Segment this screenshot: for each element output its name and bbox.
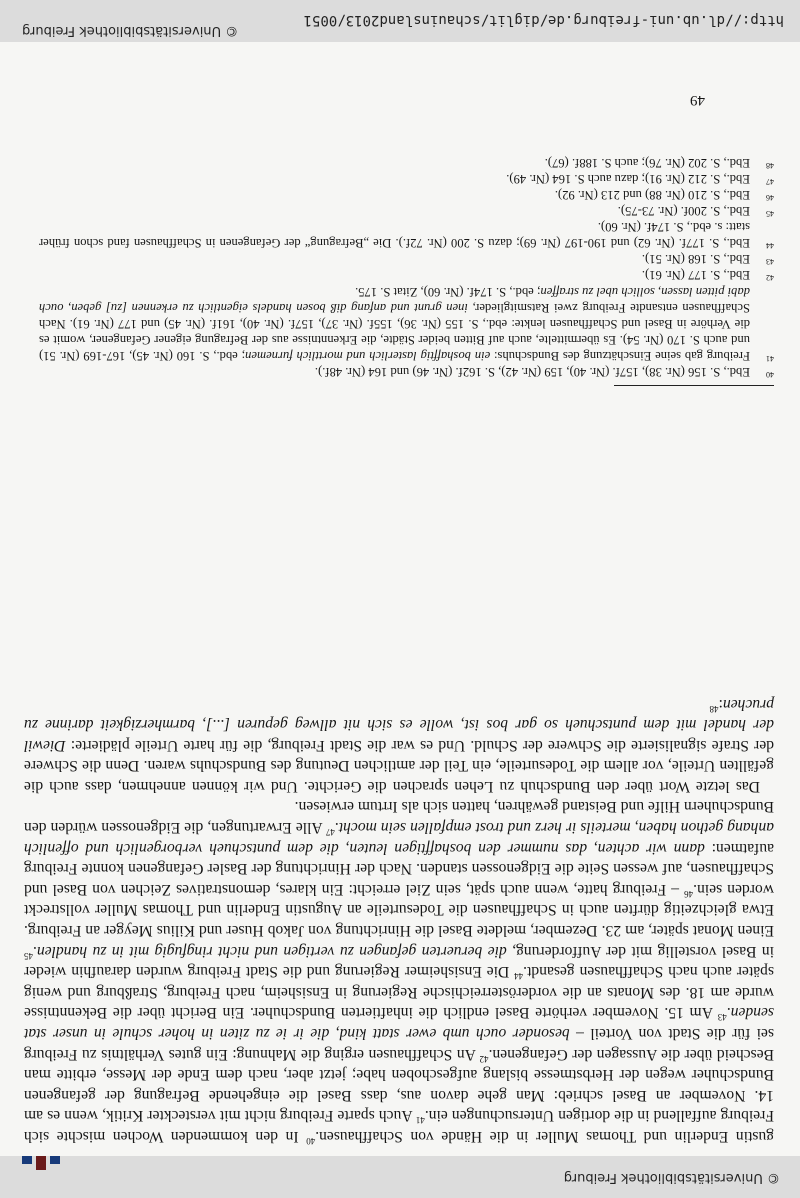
main-text — [24, 693, 774, 1146]
footnote-40 — [39, 364, 774, 380]
footnote-number: 48 — [766, 160, 774, 170]
footnote-number: 45 — [766, 209, 774, 219]
footnotes — [39, 155, 774, 380]
text-run: – Freiburg hatte, wenn auch spät, sein Ziel erreicht: Ein klares, demonstratives Zeichen von Basel und Schaffhausen, auf wessen Seite die Eidgenossen standen. Nach der Hinrichtung der Basler Gefangenen konnte Freiburg aufatmen: — [24, 839, 774, 898]
page-number-text: 49 — [690, 92, 705, 108]
footnote-text: Ebd., S. 202 (Nr. 76); auch S. 188f. (67). — [544, 155, 750, 170]
text-run: : — [718, 695, 723, 713]
footnote-ref[interactable]: 47 — [325, 827, 335, 838]
text-run: Am 15. November verhörte Basel endlich die inhaftierten Bundschuher. Ein Bericht über die Bekenntnisse wurde am 18. des Monats an die vorderösterreichische Regierung in Ensisheim, nach Freiburg, Straßburg und wenig später auch nach Schaffhausen gesandt. — [24, 963, 774, 1022]
text-run: Auch sparte Freiburg nicht mit versteckter Kritik, wenn es am 14. November an Basel schrieb: Man gehe davon aus, dass Basel die eingehende Befragung der gefangenen Bundschuher wegen der Herbstmesse bislang aufgeschoben habe; jetzt aber, nach dem Ende der Messe, erbitte man Bescheid über die Aussagen der Gefangenen. — [23, 1045, 774, 1125]
footnote-ref[interactable]: 48 — [709, 703, 719, 714]
footnote-text: Ebd., S. 156 (Nr. 38), 157f. (Nr. 40), 159 (Nr. 42), S. 162f. (Nr. 46) und 164 (Nr. 48f.). — [314, 365, 750, 379]
footnote-ref[interactable]: 42 — [479, 1053, 489, 1064]
source-url-link[interactable]: http://dl.ub.uni-freiburg.de/diglit/schauinsland2013/0051 — [303, 12, 784, 28]
footnote-47 — [39, 171, 774, 187]
text-run: Alle Erwartungen, die Eidgenossen würden den Bundschuhern Hilfe und Beistand gewähren, hatten sich als Irrtum erwiesen. — [24, 798, 774, 837]
text-run: . — [726, 1004, 731, 1022]
footnote-italic: ein boshafftig lasterlich und morttlich furnemen — [245, 348, 491, 363]
text-run: . — [32, 942, 37, 960]
footnote-ref[interactable]: 45 — [23, 950, 33, 961]
italic-quote: besonder ouch umb ewer statt kind, die ir ie zu ziten in hoher schule in unser stat senden — [23, 1004, 774, 1043]
text-run: Einen Monat später, am 23. Dezember, meldete Basel die Hinrichtung von Jakob Huser und Kilius Meyger an Freiburg. Etwa gleichzeitig dürften auch in Schaffhausen die Todesurteile an Augustin Enderlin und Thomas Muller vollstreckt worden sein. — [24, 880, 774, 940]
footnote-44 — [39, 219, 774, 251]
footnote-text: Freiburg gab seine Einschätzung des Bundschuhs: — [490, 348, 750, 363]
paragraph — [24, 693, 774, 796]
text-run: Die Ensisheimer Regierung und die Stadt Freiburg wurden daraufhin wieder in Basel vorstellig mit der Aufforderung, — [23, 942, 774, 981]
footnote-number: 46 — [766, 192, 774, 202]
footnote-number: 41 — [766, 353, 774, 363]
copyright-holder: © Universitätsbibliothek Freiburg — [563, 1170, 780, 1185]
text-run: . — [334, 819, 339, 837]
footnote-ref[interactable]: 41 — [415, 1115, 425, 1126]
footnote-text: Ebd., S. 212 (Nr. 91); dazu auch S. 164 (Nr. 49). — [506, 171, 750, 186]
footnote-number: 44 — [766, 241, 774, 251]
footnote-text: ; ebd., S. 174f. (Nr. 60), Zitat S. 175. — [355, 284, 541, 299]
paragraph — [24, 796, 774, 1146]
footnote-ref[interactable]: 43 — [717, 1012, 727, 1023]
footnote-ref[interactable]: 46 — [684, 889, 694, 900]
footnote-46 — [39, 187, 774, 203]
footnote-45 — [39, 203, 774, 219]
viewer-footer-bar — [0, 0, 800, 42]
footnote-41 — [39, 283, 774, 363]
italic-quote: dann wir achten, das nummer den boshafftigen leuten, die dem puntschueh verborgenlich und offenlich anhang gethon haben, merteils ir herz und trost empfallen sein mocht — [24, 819, 774, 857]
text-run: In den kommenden Wochen mischte sich Freiburg auffallend in die dortigen Untersuchungen ein. — [24, 1107, 774, 1145]
italic-quote: Diewil der handel mit dem puntschueh so gar bos ist, wolle es sich nit allweg gepuren [...], barmherzigkeit darinne zu pruchen — [24, 695, 774, 754]
footnote-text: Ebd., S. 210 (Nr. 88) und 213 (Nr. 92). — [554, 187, 750, 202]
text-run: Das letzte Wort über den Bundschuh zu Lehen sprachen die Gerichte. Und wir können annehmen, dass auch die gefällten Urteile, vor allem die Todesurteile, ein Teil der amtlichen Deutung des Bundschuhs waren. Denn die Schwere der Strafe signalisierte die Schwere der Schuld. Und es war die Stadt Freiburg, die für harte Urteile plädierte: — [24, 736, 774, 795]
footnote-text: Ebd., S. 168 (Nr. 51). — [641, 252, 750, 267]
footnote-divider — [614, 385, 774, 386]
footnote-text: Ebd., S. 200f. (Nr. 73-75). — [617, 204, 750, 219]
viewer-header-bar — [0, 1156, 800, 1198]
text-run: gustin Enderlin und Thomas Muller in die Hände von Schaffhausen. — [315, 1128, 774, 1145]
footnote-ref[interactable]: 44 — [514, 971, 524, 982]
footnote-number: 42 — [766, 273, 774, 283]
footnote-italic: inen grunt und anfang diß bosen handels eigentlich zu erkennen [zu] geben, ouch dabi pitten lassen, sollich ubel zu straffen — [39, 284, 750, 315]
footnote-42 — [39, 267, 774, 283]
library-logo-icon — [20, 1156, 60, 1170]
footnote-text: Ebd., S. 177 (Nr. 61). — [641, 268, 750, 283]
copyright-holder: © Universitätsbibliothek Freiburg — [22, 23, 239, 38]
footnote-text: Ebd., S. 177f. (Nr. 62) und 190-197 (Nr. 69); dazu S. 200 (Nr. 72f.). Die „Befragung“ der Gefangenen in Schaffhausen fand schon früher statt: s. ebd., S. 174f. (Nr. 60). — [39, 220, 750, 251]
footnote-number: 43 — [766, 257, 774, 267]
italic-quote: die beruerten gefangen zu vertigen und nicht ringfugig mit in zu handlen — [36, 942, 507, 960]
footnote-48 — [39, 155, 774, 171]
text-run: An Schaffhausen erging die Mahnung: Ein gutes Verhältnis zu Freiburg sei für die Stadt von Vorteil – — [24, 1025, 774, 1063]
footnote-number: 40 — [766, 370, 774, 379]
footnote-text: ; ebd., S. 160 (Nr. 45), 167-169 (Nr. 51) und auch S. 170 (Nr. 54). Es übermittelte, auch auf Bitten beider Städte, die Erkenntnisse aus der Befragung eigener Gefangener, womit es die Verhöre in Basel und Schaffhausen lenkte: ebd., S. 155 (Nr. 36), 155f. (Nr. 37), 157f. (Nr. 40), 161f. (Nr. 45) und 177 (Nr. 61). Nach Schaffhausen entsandte Freiburg zwei Ratsmitglieder, — [39, 300, 750, 363]
footnote-number: 47 — [766, 176, 774, 186]
footnote-43 — [39, 251, 774, 267]
footnote-ref[interactable]: 40 — [306, 1136, 316, 1147]
